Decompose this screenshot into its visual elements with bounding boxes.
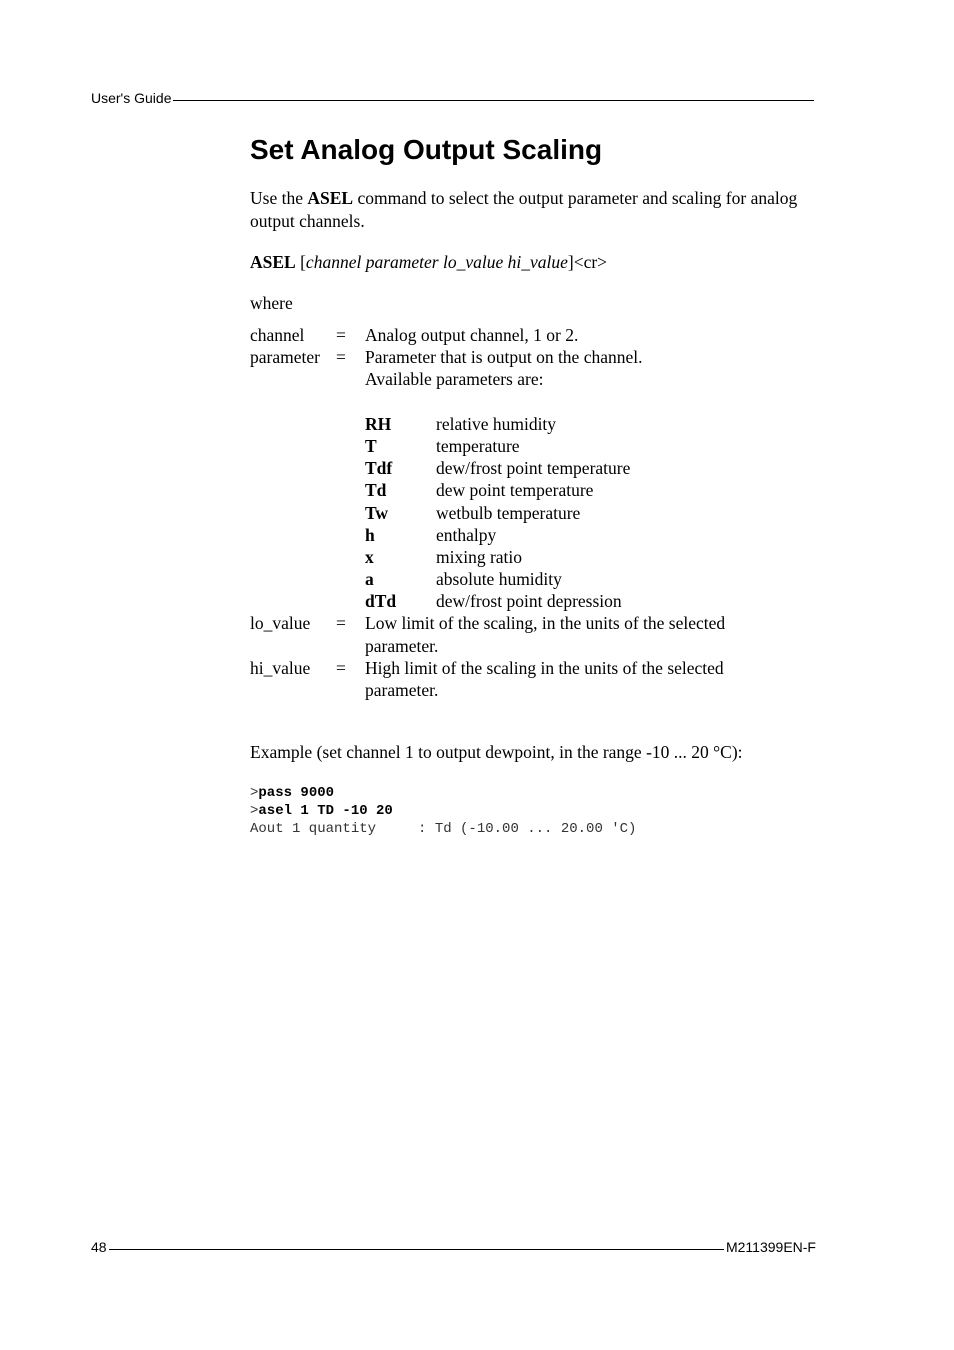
def-term: lo_value bbox=[250, 613, 311, 634]
terminal-line bbox=[250, 784, 636, 802]
intro-command: ASEL bbox=[307, 188, 354, 208]
intro-paragraph bbox=[250, 187, 810, 233]
terminal-input: asel 1 TD -10 20 bbox=[258, 803, 393, 819]
header-rule bbox=[173, 100, 814, 101]
param-desc: dew/frost point depression bbox=[436, 591, 622, 612]
prompt: > bbox=[250, 785, 259, 801]
document-code: M211399EN-F bbox=[725, 1239, 816, 1255]
terminal-line bbox=[250, 802, 636, 820]
prompt: > bbox=[250, 803, 259, 819]
terminal-output bbox=[250, 784, 636, 838]
syntax-close: ]<cr> bbox=[567, 252, 608, 272]
def-desc: Available parameters are: bbox=[365, 369, 544, 390]
terminal-line: Aout 1 quantity : Td (-10.00 ... 20.00 'C) bbox=[250, 821, 637, 837]
def-equals: = bbox=[336, 657, 346, 678]
def-equals: = bbox=[336, 347, 346, 368]
syntax-open: [ bbox=[295, 252, 306, 272]
param-code: Tdf bbox=[365, 458, 393, 479]
def-desc: parameter. bbox=[365, 680, 439, 700]
param-desc: temperature bbox=[436, 435, 520, 456]
where-label: where bbox=[250, 293, 293, 313]
command-syntax bbox=[250, 251, 607, 274]
def-desc: parameter. bbox=[365, 635, 439, 656]
def-desc: High limit of the scaling in the units of the selected bbox=[365, 657, 724, 678]
param-desc: relative humidity bbox=[436, 413, 557, 434]
param-desc: wetbulb temperature bbox=[436, 502, 581, 523]
param-code: Tw bbox=[365, 502, 389, 523]
def-term: hi_value bbox=[250, 657, 311, 678]
def-term: channel bbox=[250, 325, 305, 345]
section-title: Set Analog Output Scaling bbox=[250, 134, 603, 165]
running-header bbox=[91, 90, 816, 106]
example-paragraph: Example (set channel 1 to output dewpoint, in the range -10 ... 20 °C): bbox=[250, 742, 743, 762]
param-code: x bbox=[365, 546, 374, 567]
page-number: 48 bbox=[91, 1239, 107, 1255]
def-equals: = bbox=[336, 325, 346, 345]
param-code: h bbox=[365, 524, 375, 545]
running-footer bbox=[91, 1239, 816, 1255]
param-desc: enthalpy bbox=[436, 524, 497, 545]
header-title: User's Guide bbox=[91, 90, 172, 106]
intro-text-pre: Use the bbox=[250, 188, 308, 208]
def-equals: = bbox=[336, 613, 346, 634]
param-desc: absolute humidity bbox=[436, 569, 562, 590]
def-term: parameter bbox=[250, 347, 320, 368]
intro-text-post: command to select the output parameter and scaling for analog output channels. bbox=[250, 188, 798, 231]
param-code: RH bbox=[365, 413, 392, 434]
param-code: Td bbox=[365, 480, 387, 501]
terminal-input: pass 9000 bbox=[258, 785, 335, 801]
param-code: a bbox=[365, 569, 374, 590]
param-desc: dew/frost point temperature bbox=[436, 458, 631, 479]
param-desc: mixing ratio bbox=[436, 546, 523, 567]
param-desc: dew point temperature bbox=[436, 480, 594, 501]
syntax-args: channel parameter lo_value hi_value bbox=[305, 252, 568, 272]
param-code: T bbox=[365, 435, 377, 456]
footer-rule bbox=[109, 1249, 724, 1250]
param-code: dTd bbox=[365, 591, 397, 612]
def-desc: Low limit of the scaling, in the units of the selected bbox=[365, 613, 726, 634]
def-desc: Analog output channel, 1 or 2. bbox=[365, 325, 579, 345]
syntax-command: ASEL bbox=[250, 252, 296, 272]
def-desc: Parameter that is output on the channel. bbox=[365, 347, 643, 368]
